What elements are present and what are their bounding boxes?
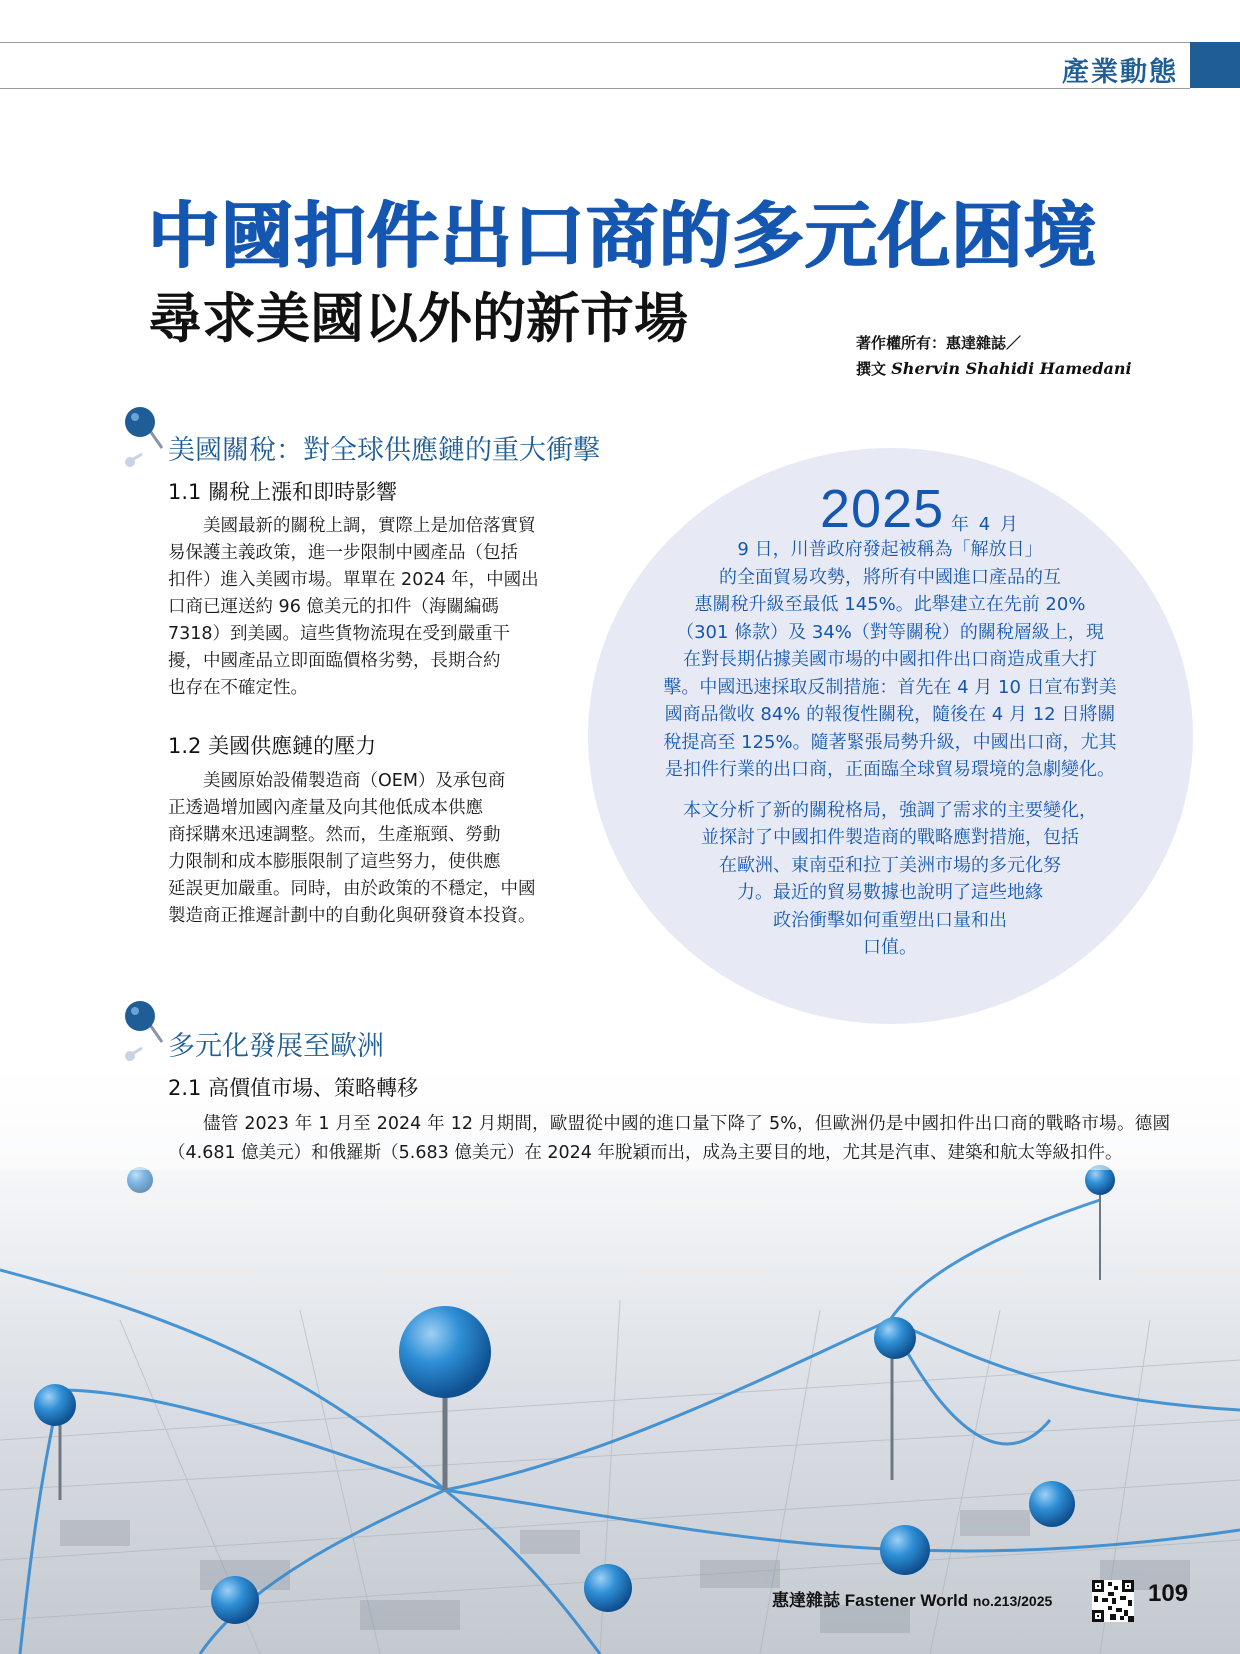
summary-line: 惠關稅升級至最低 145%。此舉建立在先前 20% bbox=[694, 594, 1086, 615]
footer-brand bbox=[772, 1586, 1052, 1611]
text-line: 正透過增加國內產量及向其他低成本供應 bbox=[168, 798, 483, 818]
summary-line: 在歐洲、東南亞和拉丁美洲市場的多元化努 bbox=[719, 854, 1061, 876]
summary-line: 政治衝擊如何重塑出口量和出 bbox=[773, 909, 1007, 931]
text-line: 易保護主義政策，進一步限制中國產品（包括 bbox=[168, 543, 518, 563]
summary-line: 在對長期佔據美國市場的中國扣件出口商造成重大打 bbox=[683, 649, 1097, 670]
text-line: 扣件）進入美國市場。單單在 2024 年，中國出 bbox=[168, 570, 539, 590]
summary-line: 的全面貿易攻勢，將所有中國進口產品的互 bbox=[719, 566, 1061, 588]
summary-year: 2025 bbox=[820, 479, 945, 539]
text-line: 製造商正推遲計劃中的自動化與研發資本投資。 bbox=[168, 906, 536, 926]
text-line: 延誤更加嚴重。同時，由於政策的不穩定，中國 bbox=[168, 879, 536, 899]
section-heading-europe: 多元化發展至歐洲 bbox=[168, 1031, 384, 1062]
summary-line: 國商品徵收 84% 的報復性關稅，隨後在 4 月 12 日將關 bbox=[664, 704, 1116, 725]
summary-line: 稅提高至 125%。隨著緊張局勢升級，中國出口商，尤其 bbox=[663, 731, 1117, 753]
summary-line: 擊。中國迅速採取反制措施：首先在 4 月 10 日宣布對美 bbox=[663, 676, 1117, 698]
author-prefix: 撰文 bbox=[856, 360, 887, 378]
text-line: 口商已運送約 96 億美元的扣件（海關編碼 bbox=[168, 597, 499, 617]
text-line: 美國最新的關稅上調，實際上是加倍落實貿 bbox=[168, 516, 536, 536]
subheading-1-2: 1.2 美國供應鏈的壓力 bbox=[168, 734, 377, 758]
copyright-line: 著作權所有：惠達雜誌／ bbox=[856, 334, 1022, 352]
qr-code-icon bbox=[1092, 1580, 1134, 1622]
summary-text bbox=[600, 536, 1180, 962]
summary-line: 本文分析了新的關稅格局，強調了需求的主要變化， bbox=[683, 799, 1097, 821]
summary-line: 9 日，川普政府發起被稱為「解放日」 bbox=[737, 539, 1043, 560]
page-number: 109 bbox=[1148, 1580, 1189, 1607]
summary-line: 口值。 bbox=[863, 937, 917, 958]
article-subtitle: 尋求美國以外的新市場 bbox=[148, 287, 688, 350]
text-paragraph: 儘管 2023 年 1 月至 2024 年 12 月期間，歐盟從中國的進口量下降了 5%，但歐洲仍是中國扣件出口商的戰略市場。德國（4.681 億美元）和俄羅斯（5.683 億美元）在 2024 年脫穎而出，成為主要目的地，尤其是汽車、建築和航太等級扣件。 bbox=[168, 1114, 1170, 1163]
summary-line: 是扣件行業的出口商，正面臨全球貿易環境的急劇變化。 bbox=[665, 759, 1115, 780]
section-heading-tariffs: 美國關稅：對全球供應鏈的重大衝擊 bbox=[168, 435, 600, 466]
text-line: 擾，中國產品立即面臨價格劣勢，長期合約 bbox=[168, 651, 501, 671]
section-tag: 產業動態 bbox=[1062, 57, 1178, 88]
summary-gap bbox=[600, 784, 1180, 797]
text-line: 力限制和成本膨脹限制了這些努力，使供應 bbox=[168, 852, 501, 872]
summary-line: 並探討了中國扣件製造商的戰略應對措施，包括 bbox=[701, 827, 1079, 848]
text-line: 也存在不確定性。 bbox=[168, 678, 308, 698]
paragraph-2-1 bbox=[168, 1110, 1170, 1168]
footer-brand-en: Fastener World bbox=[844, 1591, 969, 1610]
text-line: 美國原始設備製造商（OEM）及承包商 bbox=[168, 771, 506, 791]
paragraph-1-2 bbox=[168, 768, 608, 930]
summary-year-rest: 年 4 月 bbox=[951, 514, 1020, 535]
paragraph-1-1 bbox=[168, 513, 608, 702]
footer-brand-zh: 惠達雜誌 bbox=[772, 1591, 840, 1610]
section-tag-block bbox=[1190, 42, 1240, 88]
footer-issue: no.213/2025 bbox=[972, 1593, 1053, 1609]
summary-line: 力。最近的貿易數據也說明了這些地緣 bbox=[737, 882, 1043, 903]
author-name: Shervin Shahidi Hamedani bbox=[891, 359, 1132, 378]
summary-line: （301 條款）及 34%（對等關稅）的關稅層級上，現 bbox=[676, 621, 1104, 643]
header-top-rule bbox=[0, 42, 1190, 43]
map-pin-icon bbox=[112, 404, 172, 470]
article-title: 中國扣件出口商的多元化困境 bbox=[148, 194, 1098, 278]
subheading-2-1: 2.1 高價值市場、策略轉移 bbox=[168, 1076, 419, 1100]
map-pin-icon bbox=[112, 998, 172, 1064]
subheading-1-1: 1.1 關稅上漲和即時影響 bbox=[168, 480, 398, 504]
byline bbox=[856, 330, 1132, 382]
text-line: 商採購來迅速調整。然而，生產瓶頸、勞動 bbox=[168, 825, 501, 845]
header-bottom-rule bbox=[0, 88, 1190, 89]
text-line: 7318）到美國。這些貨物流現在受到嚴重干 bbox=[168, 624, 511, 644]
author-line bbox=[856, 356, 1132, 382]
